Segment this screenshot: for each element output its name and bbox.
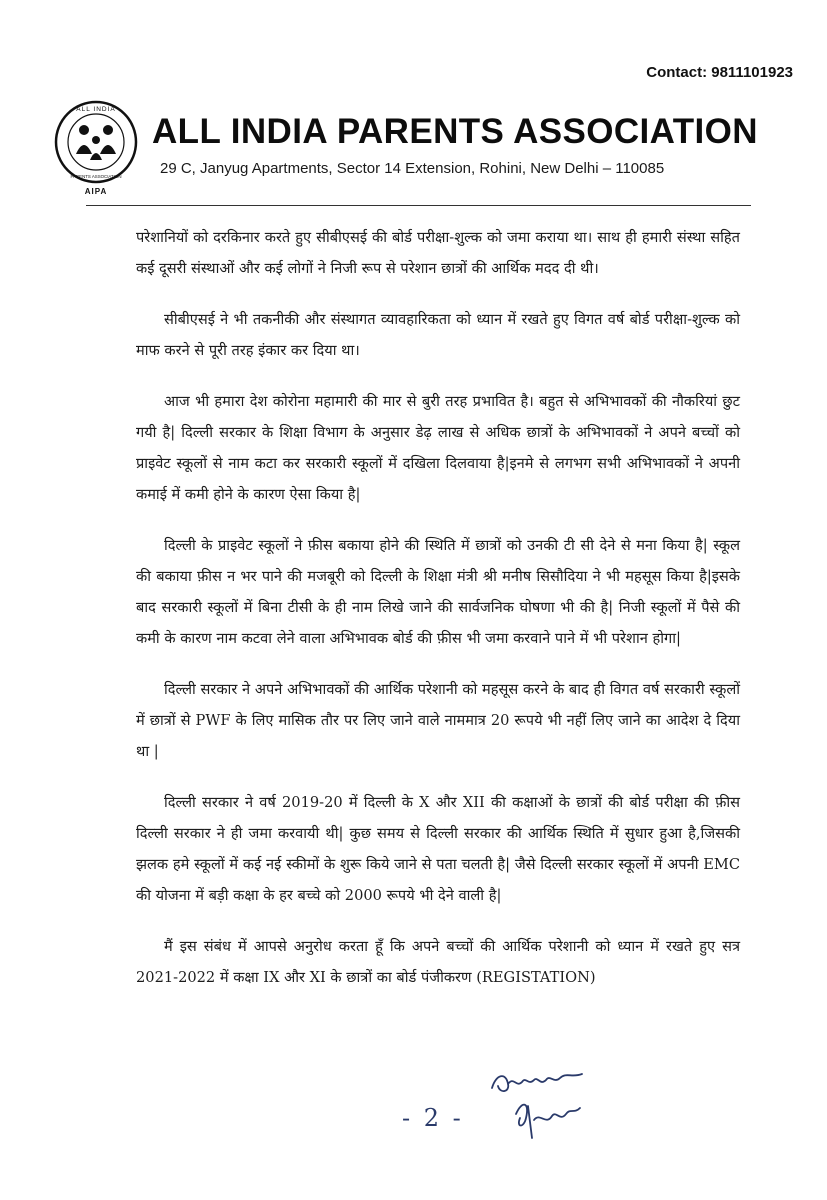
logo-bottom-text: PARENTS ASSOCIATION bbox=[70, 174, 122, 179]
contact-number: Contact: 9811101923 bbox=[646, 64, 793, 81]
paragraph: दिल्ली सरकार ने वर्ष 2019-20 में दिल्ली के X और XII की कक्षाओं के छात्रों की बोर्ड परीक्षा की फ़ीस दिल्ली सरकार ने ही जमा करवायी थी| कुछ समय से दिल्ली सरकार की आर्थिक स्थिति में सुधार हुआ है,जिसकी झलक हमे स्कूलों में कई नई स्कीमों के शुरू किये जाने से पता चलती है| जैसे दिल्ली सरकार स्कूलों में अपनी EMC की योजना में बड़ी कक्षा के हर बच्चे को 2000 रूपये भी देने वाली है| bbox=[136, 794, 740, 904]
paragraph: दिल्ली के प्राइवेट स्कूलों ने फ़ीस बकाया होने की स्थिति में छात्रों को उनकी टी सी देने से मना किया है| स्कूल की बकाया फ़ीस न भर पाने की मजबूरी को दिल्ली के शिक्षा मंत्री श्री मनीष सिसौदिया ने भी महसूस किया है|इसके बाद सरकारी स्कूलों में बिना टीसी के ही नाम लिखे जाने की सार्वजनिक घोषणा भी की है| निजी स्कूलों में पैसे की कमी के कारण नाम कटवा लेने वाला अभिभावक बोर्ड की फ़ीस भी जमा करवाने पाने में भी परेशान होगा| bbox=[136, 537, 740, 647]
organization-name: ALL INDIA PARENTS ASSOCIATION bbox=[152, 112, 758, 151]
header-divider bbox=[86, 205, 751, 206]
paragraph: आज भी हमारा देश कोरोना महामारी की मार से बुरी तरह प्रभावित है। बहुत से अभिभावकों की नौकरियां छुट गयी है| दिल्ली सरकार के शिक्षा विभाग के अनुसार डेढ़ लाख से अधिक छात्रों के अभिभावकों ने अपने बच्चों को प्राइवेट स्कूलों से नाम कटा कर सरकारी स्कूलों में दखिला दिलवाया है|इनमे से लगभग सभी अभिभावकों ने अपनी कमाई में कमी होने के कारण ऐसा किया है| bbox=[136, 393, 740, 503]
paragraph: सीबीएसई ने भी तकनीकी और संस्थागत व्यावहारिकता को ध्यान में रखते हुए विगत वर्ष बोर्ड परीक्षा-शुल्क को माफ करने से पूरी तरह इंकार कर दिया था। bbox=[136, 311, 740, 359]
paragraph: मैं इस संबंध में आपसे अनुरोध करता हूँ कि अपने बच्चों की आर्थिक परेशानी को ध्यान में रखते हुए सत्र 2021-2022 में कक्षा IX और XI के छात्रों का बोर्ड पंजीकरण (REGISTATION) bbox=[136, 938, 740, 986]
letter-body bbox=[136, 222, 740, 1013]
handwritten-signature bbox=[486, 1056, 596, 1146]
paragraph: परेशानियों को दरकिनार करते हुए सीबीएसई की बोर्ड परीक्षा-शुल्क को जमा कराया था। साथ ही हमारी संस्था सहित कई दूसरी संस्थाओं और कई लोगों ने निजी रूप से परेशान छात्रों की आर्थिक मदद दी थी। bbox=[136, 229, 740, 277]
page-number: - 2 - bbox=[402, 1104, 464, 1132]
logo-top-text: ALL INDIA bbox=[76, 106, 116, 113]
logo-abbreviation: AIPA bbox=[84, 187, 108, 196]
aipa-logo bbox=[50, 96, 142, 198]
organization-address: 29 C, Janyug Apartments, Sector 14 Extension, Rohini, New Delhi – 110085 bbox=[160, 160, 665, 177]
family-icon bbox=[76, 125, 116, 160]
paragraph: दिल्ली सरकार ने अपने अभिभावकों की आर्थिक परेशानी को महसूस करने के बाद ही विगत वर्ष सरकारी स्कूलों में छात्रों से PWF के लिए मासिक तौर पर लिए जाने वाले नाममात्र 20 रूपये भी नहीं लिए जाने का आदेश दे दिया था | bbox=[136, 681, 740, 760]
